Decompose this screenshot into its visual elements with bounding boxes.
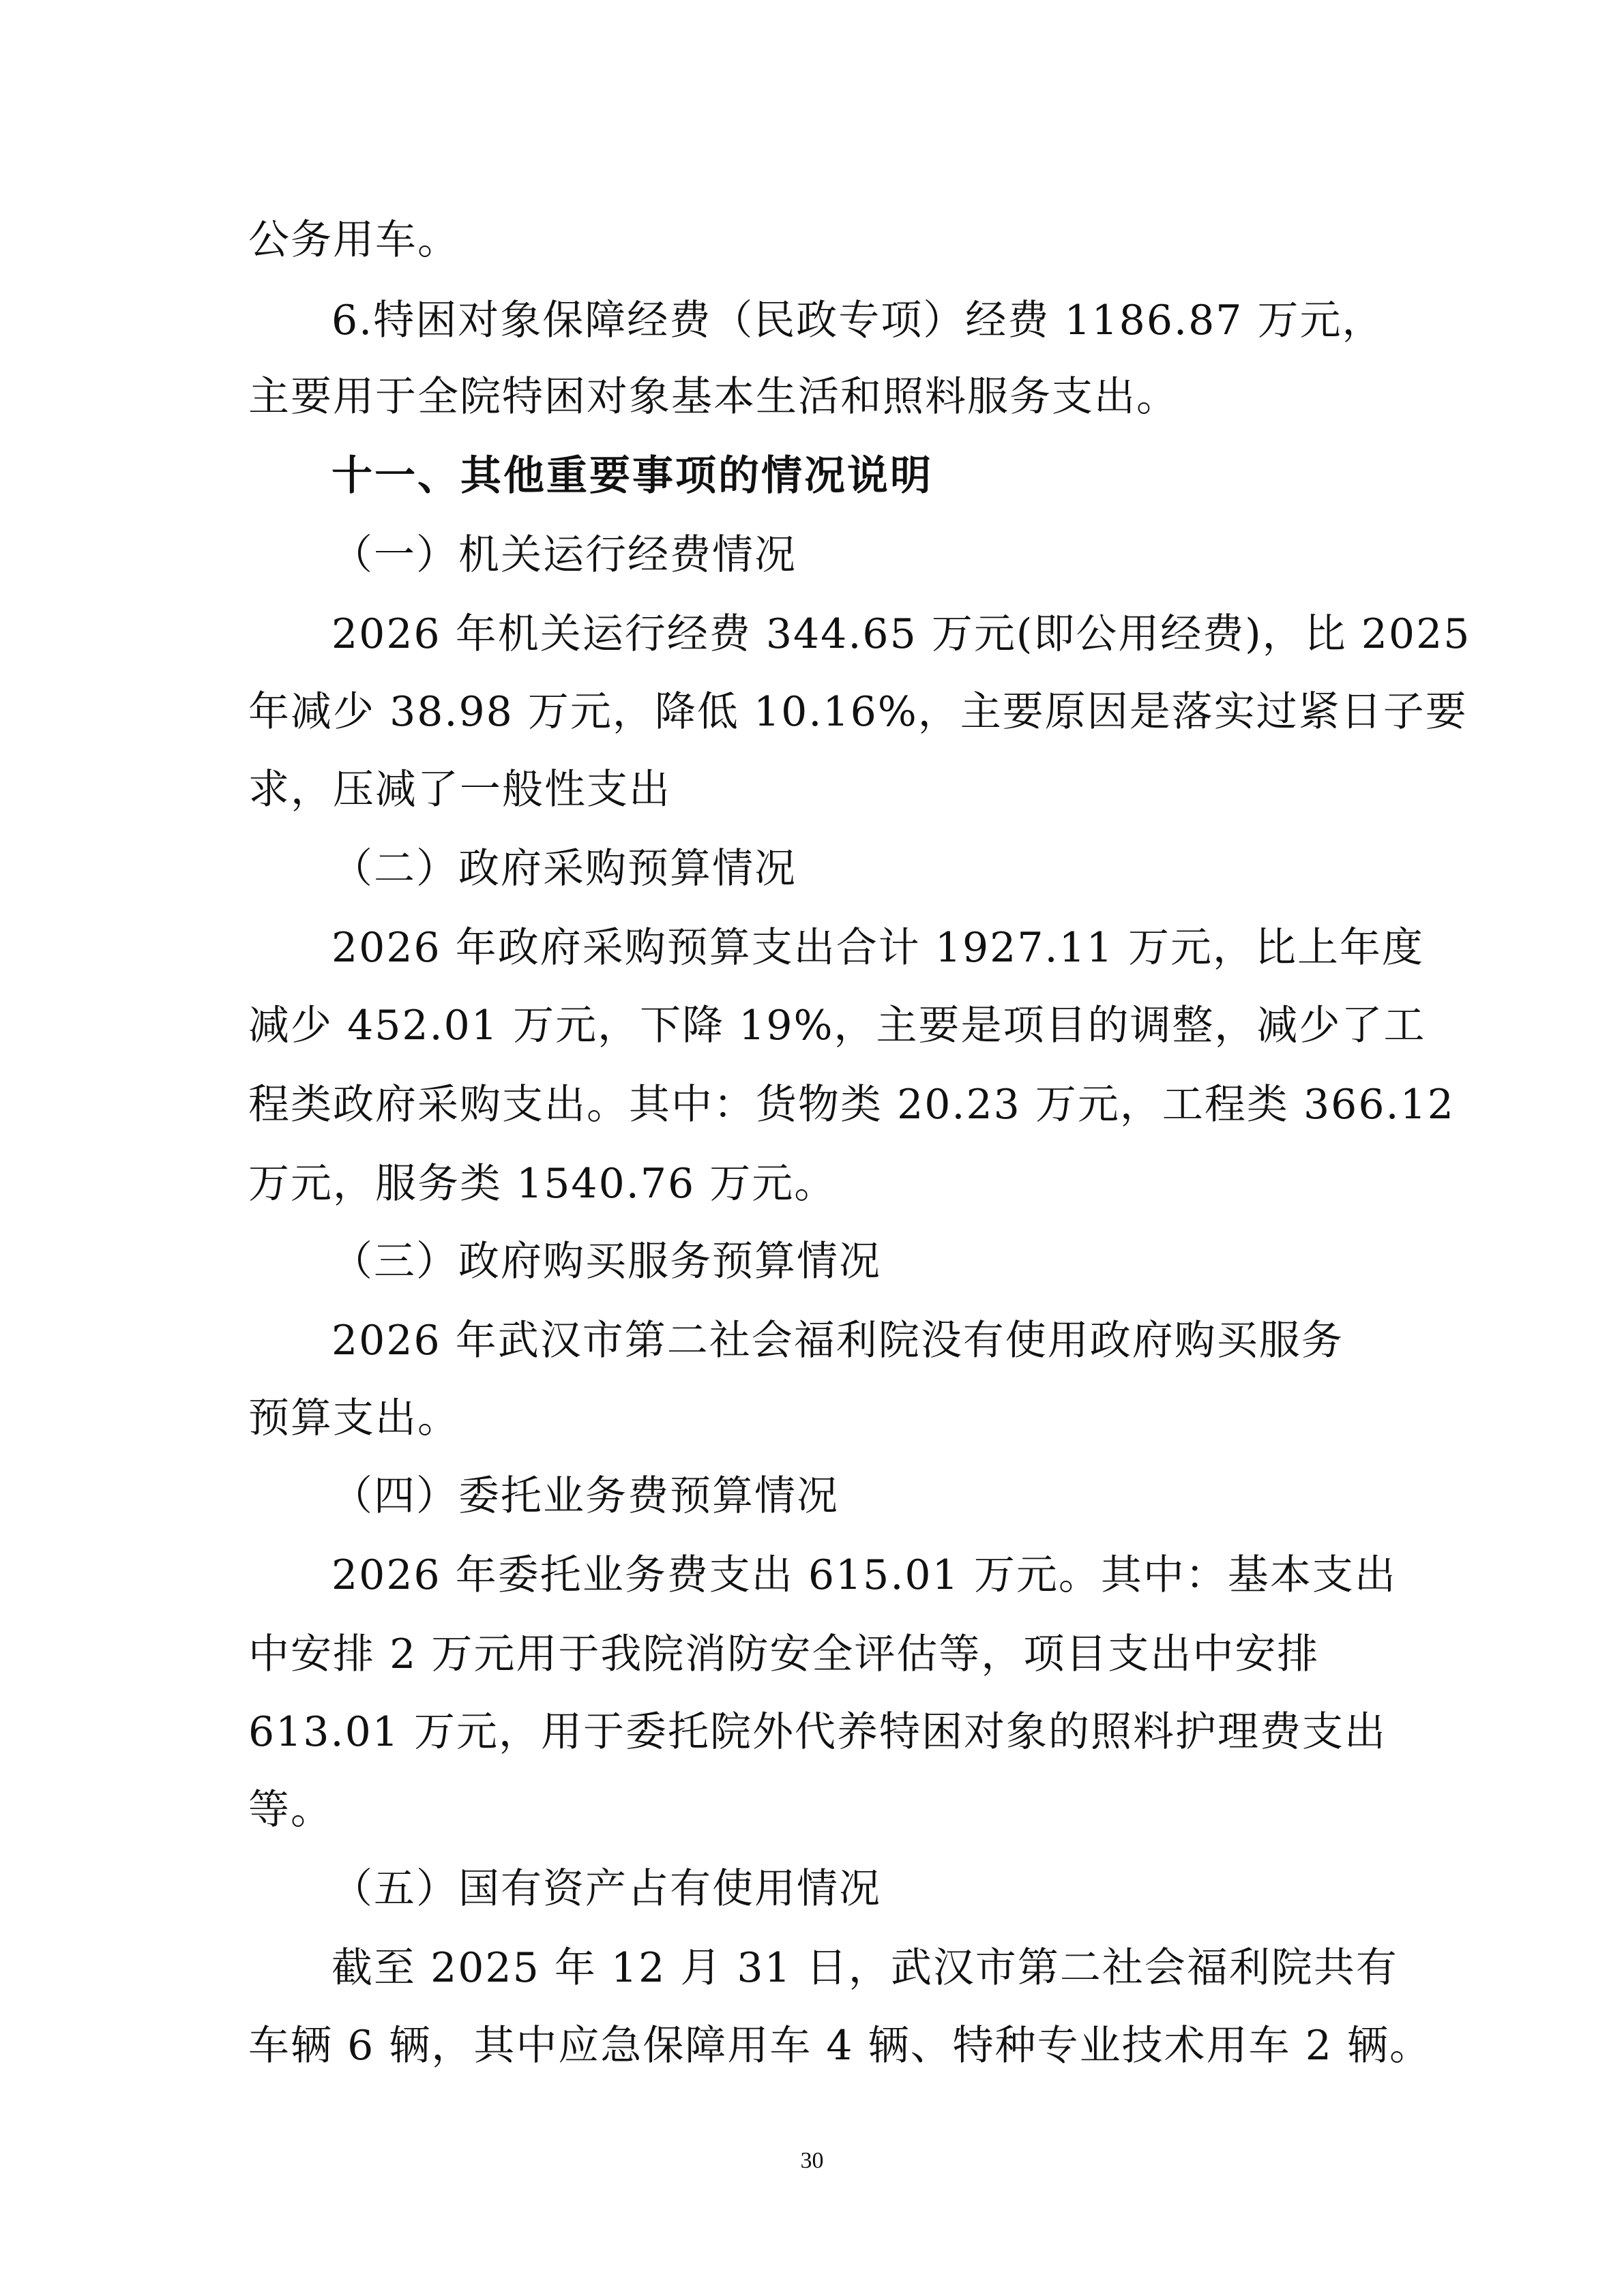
line-text: 程类政府采购支出。其中：货物类 20.23 万元，工程类 366.12 [248,1081,1455,1129]
page-number: 30 [800,2148,824,2173]
line-text: 年减少 38.98 万元，降低 10.16%，主要原因是落实过紧日子要 [248,688,1468,736]
line-text: 中安排 2 万元用于我院消防安全评估等，项目支出中安排 [248,1630,1320,1678]
heading-text: （四）委托业务费预算情况 [331,1472,839,1520]
line-text: 2026 年政府采购预算支出合计 1927.11 万元，比上年度 [331,924,1425,972]
line-text: 主要用于全院特困对象基本生活和照料服务支出。 [248,373,1179,421]
line-text: 613.01 万元，用于委托院外代养特困对象的照料护理费支出 [248,1708,1387,1756]
line-text: 2026 年武汉市第二社会福利院没有使用政府购买服务 [331,1317,1344,1365]
heading-text: （五）国有资产占有使用情况 [331,1865,881,1913]
line-text: 减少 452.01 万元，下降 19%，主要是项目的调整，减少了工 [248,1002,1426,1049]
line-text: 求，压减了一般性支出 [248,766,671,814]
line-text: 公务用车。 [248,216,460,264]
heading-text: 十一、其他重要事项的情况说明 [331,452,933,500]
line-text: 车辆 6 辆，其中应急保障用车 4 辆、特种专业技术用车 2 辆。 [248,2022,1432,2070]
heading-text: （二）政府采购预算情况 [331,845,797,893]
line-text: 2026 年机关运行经费 344.65 万元(即公用经费)，比 2025 [331,610,1471,658]
heading-text: （三）政府购买服务预算情况 [331,1238,881,1285]
line-text: 等。 [248,1786,333,1834]
line-text: 万元，服务类 1540.76 万元。 [248,1160,837,1208]
line-text: 6.特困对象保障经费（民政专项）经费 1186.87 万元， [331,297,1385,344]
line-text: 2026 年委托业务费支出 615.01 万元。其中：基本支出 [331,1551,1397,1599]
line-text: 截至 2025 年 12 月 31 日，武汉市第二社会福利院共有 [331,1944,1398,1992]
line-text: 预算支出。 [248,1395,460,1442]
heading-text: （一）机关运行经费情况 [331,531,797,579]
